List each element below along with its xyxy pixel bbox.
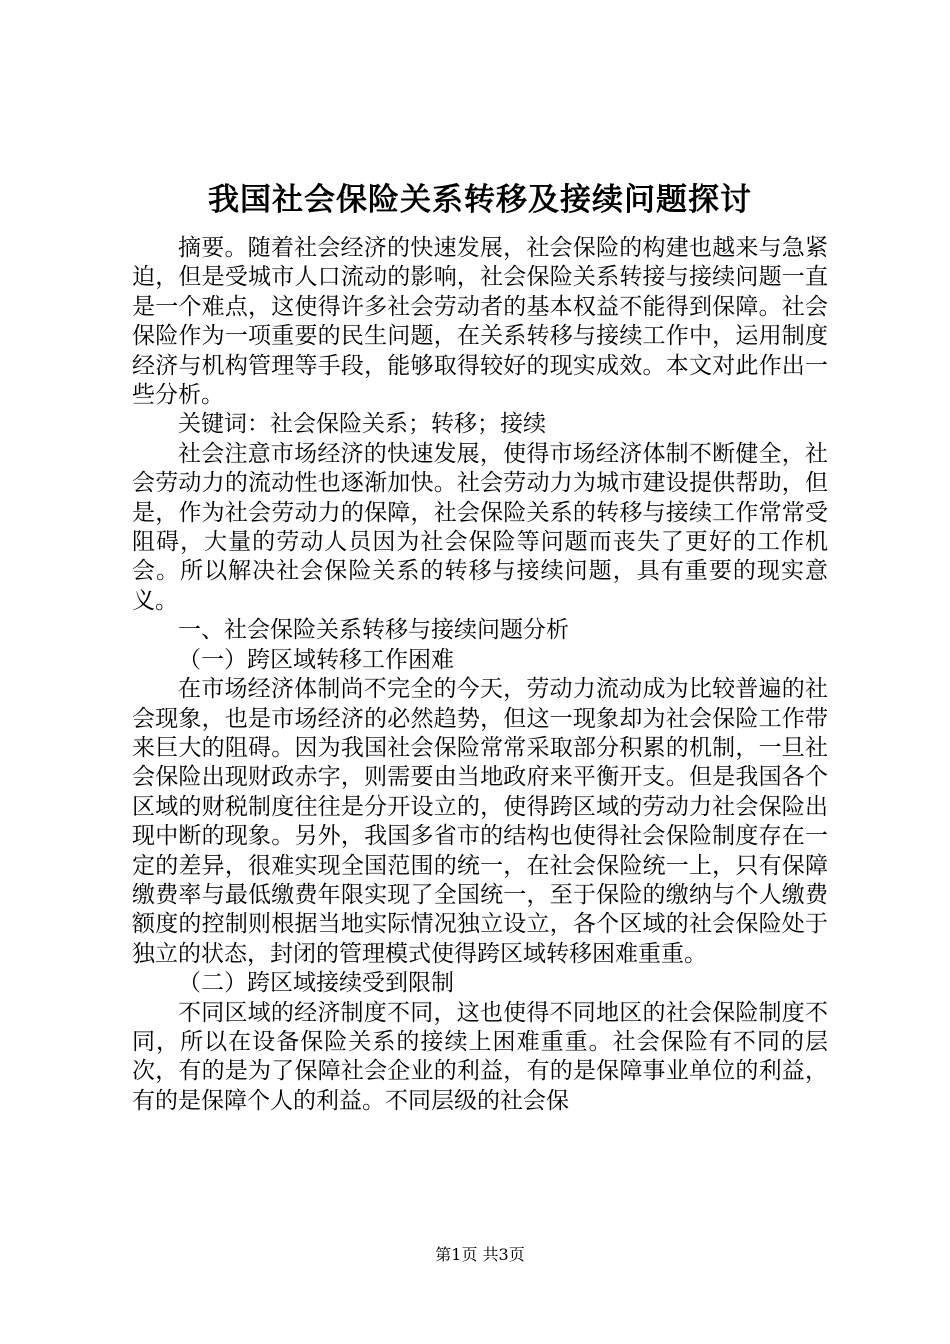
subsection-heading-2: （二）跨区域接续受到限制 <box>178 970 454 997</box>
body-paragraph-1: 在市场经济体制尚不完全的今天，劳动力流动成为比较普遍的社会现象，也是市场经济的必然趋势，但这一现象却为社会保险工作带来巨大的阻碍。因为我国社会保险常常采取部分积累的机制，一旦社会保险出现财政赤字，则需要由当地政府来平衡开支。但是我国各个区域的财税制度往往是分开设立的，使得跨区域的劳动力社会保险出现中断的现象。另外，我国多省市的结构也使得社会保险制度存在一定的差异，很难实现全国范围的统一，在社会保险统一上，只有保障缴费率与最低缴费年限实现了全国统一，至于保险的缴纳与个人缴费额度的控制则根据当地实际情况独立设立，各个区域的社会保险处于独立的状态，封闭的管理模式使得跨区域转移困难重重。 <box>132 676 828 967</box>
intro-paragraph: 社会注意市场经济的快速发展，使得市场经济体制不断健全，社会劳动力的流动性也逐渐加快。社会劳动力为城市建设提供帮助，但是，作为社会劳动力的保障，社会保险关系的转移与接续工作常常受阻碍，大量的劳动人员因为社会保险等问题而丧失了更好的工作机会。所以解决社会保险关系的转移与接续问题，具有重要的现实意义。 <box>132 440 828 614</box>
abstract-paragraph: 摘要。随着社会经济的快速发展，社会保险的构建也越来与急紧迫，但是受城市人口流动的影响，社会保险关系转接与接续问题一直是一个难点，这使得许多社会劳动者的基本权益不能得到保障。社会保险作为一项重要的民生问题，在关系转移与接续工作中，运用制度经济与机构管理等手段，能够取得较好的现实成效。本文对此作出一些分析。 <box>132 235 828 409</box>
subsection-heading-1: （一）跨区域转移工作困难 <box>178 646 454 673</box>
page-footer: 第1页 共3页 <box>435 1245 525 1264</box>
document-page <box>132 0 828 1344</box>
section-heading-1: 一、社会保险关系转移与接续问题分析 <box>178 617 569 644</box>
document-body <box>132 234 828 1116</box>
document-title: 我国社会保险关系转移及接续问题探讨 <box>208 182 752 218</box>
body-paragraph-2: 不同区域的经济制度不同，这也使得不同地区的社会保险制度不同，所以在设备保险关系的接续上困难重重。社会保险有不同的层次，有的是为了保障社会企业的利益，有的是保障事业单位的利益，有的是保障个人的利益。不同层级的社会保 <box>132 999 828 1114</box>
keywords-paragraph: 关键词：社会保险关系；转移；接续 <box>178 411 546 438</box>
